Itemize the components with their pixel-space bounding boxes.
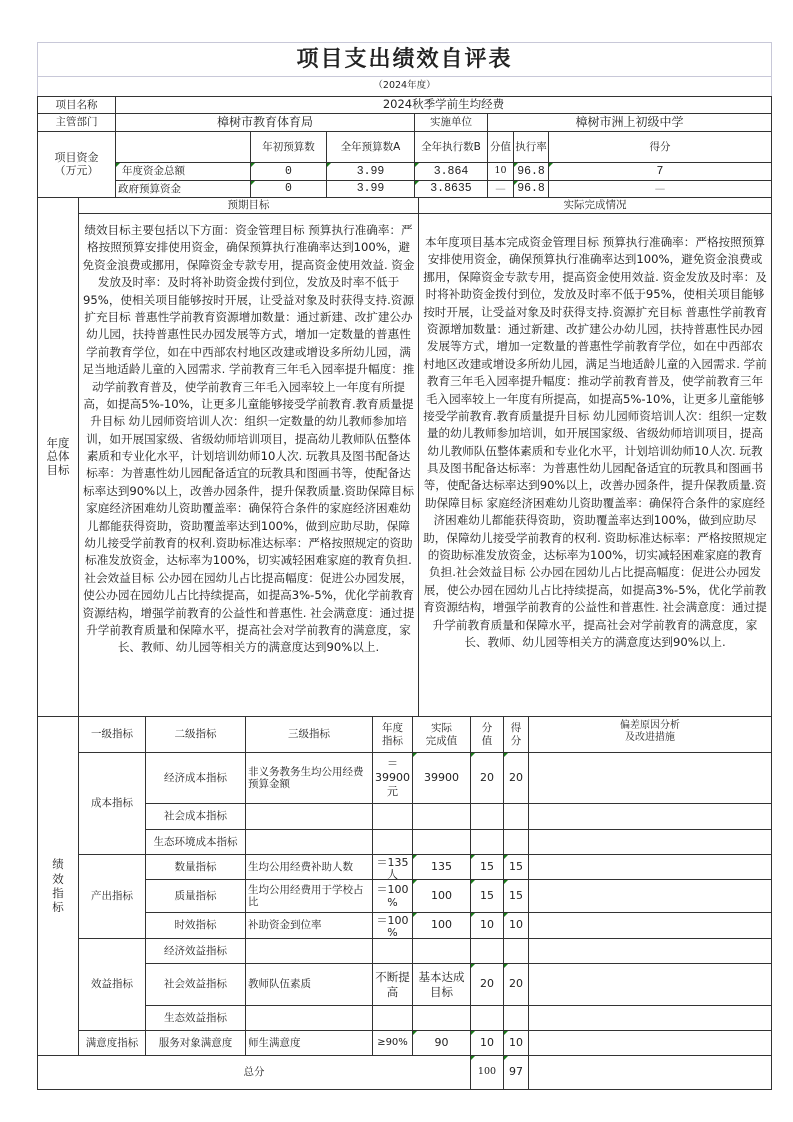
header-executed: 全年执行数B bbox=[414, 131, 488, 163]
comment-flag-icon bbox=[413, 913, 417, 917]
header-deviation: 偏差原因分析 及改进措施 bbox=[528, 716, 772, 753]
comment-flag-icon bbox=[413, 753, 417, 757]
year-label: （2024年度） bbox=[373, 80, 436, 92]
funding-header-blank bbox=[115, 131, 251, 163]
funding-initial: 0 bbox=[250, 180, 327, 198]
comment-flag-icon bbox=[471, 880, 475, 884]
funding-score: 7 bbox=[548, 162, 772, 181]
level1-satisfaction: 满意度指标 bbox=[78, 1030, 146, 1056]
comment-flag-icon bbox=[504, 964, 508, 968]
level3-cell: 非义务教务生均公用经费预算金额 bbox=[245, 752, 373, 804]
comment-flag-icon bbox=[413, 880, 417, 884]
actual-goal-text: 本年度项目基本完成资金管理目标 预算执行准确率：严格按照预算安排使用资金，确保预算执行准确率达到100%，避免资金浪费或挪用，保障资金专款专用，提高资金使用效益. 资金发放及时率：及时将补助资金拨付到位，发放及时率不低于95%，使相关项目能够按时开展，让受益对象及时获得支持.资源扩充目标 普惠性学前教育资源增加数量：通过新建、改扩建公办幼儿园，扶持普惠性民办园发展等方式，增加一定数量的普惠性学前教育学位，如在中西部农村地区改建或增设多所幼儿园，满足当地适龄儿童的入园需求. 学前教育三年毛入园率提升幅度：推动学前教育普及，使学前教育三年毛入园率较上一年度有所提高，如提高5%-10%，让更多儿童能够接受学前教育.教育质量提升目标 幼儿园师资培训人次：组织一定数量的幼儿教师参加培训，如开展国家级、省级幼师培训项目，提高幼儿教师队伍整体素质和专业化水平，计划培训幼师10人次. 玩教具及图书配备达标率：为普惠性幼儿园配备适宜的玩教具和图画书等，使配备达标率达到90%以上，改善办园条件，提升保教质量.资助保障目标 家庭经济困难幼儿资助覆盖率：确保符合条件的家庭经济困难幼儿都能获得资助，资助覆盖率达到100%，做到应助尽助，保障幼儿接受学前教育的权利. 资助标准达标率：严格按照规定的资助标准发放资金，达标率为100%，切实减轻困难家庭的教育负担.社会效益目标 公办园在园幼儿占比提高幅度：促进公办园发展，使公办园在园幼儿占比持续提高，如提高3%-5%，优化学前教育资源结构，增强学前教育的公益性和普惠性. 社会满意度：通过提升学前教育质量和保障水平，提高社会对学前教育的满意度，家长、教师、幼儿园等相关方的满意度达到90%以上. bbox=[418, 213, 772, 717]
comment-flag-icon bbox=[514, 181, 518, 185]
page-title: 项目支出绩效自评表 bbox=[296, 45, 513, 72]
unit-value: 樟树市洲上初级中学 bbox=[487, 113, 772, 132]
level2-cell: 质量指标 bbox=[145, 879, 246, 913]
comment-flag-icon bbox=[471, 964, 475, 968]
actual-cell: 90 bbox=[412, 1030, 471, 1056]
weight-cell: 20 bbox=[470, 752, 504, 804]
level3-cell bbox=[245, 829, 373, 855]
funding-executed: 3.864 bbox=[414, 162, 488, 181]
level3-cell: 生均公用经费用于学校占比 bbox=[245, 879, 373, 913]
year-row bbox=[37, 76, 772, 96]
funding-row-label: 年度资金总额 bbox=[115, 162, 251, 181]
comment-flag-icon bbox=[327, 163, 331, 167]
deviation-cell bbox=[528, 938, 772, 964]
level2-cell: 社会效益指标 bbox=[145, 963, 246, 1006]
level3-cell bbox=[245, 803, 373, 830]
weight-cell: 10 bbox=[470, 1030, 504, 1056]
deviation-cell bbox=[528, 854, 772, 880]
score-cell bbox=[503, 829, 529, 855]
weight-cell bbox=[470, 938, 504, 964]
dept-value: 樟树市教育体育局 bbox=[115, 113, 415, 132]
actual-cell: 100 bbox=[412, 879, 471, 913]
comment-flag-icon bbox=[471, 1031, 475, 1035]
level3-cell: 补助资金到位率 bbox=[245, 912, 373, 939]
comment-flag-icon bbox=[415, 181, 419, 185]
header-weight: 分 值 bbox=[470, 716, 504, 753]
comment-flag-icon bbox=[504, 1031, 508, 1035]
funding-initial: 0 bbox=[250, 162, 327, 181]
comment-flag-icon bbox=[251, 181, 255, 185]
target-cell: ＝100 % bbox=[372, 912, 413, 939]
score-cell bbox=[503, 1005, 529, 1031]
target-cell bbox=[372, 803, 413, 830]
indicators-section-label: 绩 效 指 标 bbox=[37, 716, 79, 1056]
header-score: 得分 bbox=[548, 131, 772, 163]
comment-flag-icon bbox=[504, 1056, 508, 1060]
actual-goal-header: 实际完成情况 bbox=[418, 197, 772, 214]
score-cell: 10 bbox=[503, 912, 529, 939]
header-initial-budget: 年初预算数 bbox=[250, 131, 327, 163]
actual-cell bbox=[412, 938, 471, 964]
level2-cell: 时效指标 bbox=[145, 912, 246, 939]
comment-flag-icon bbox=[116, 163, 120, 167]
total-weight: 100 bbox=[470, 1055, 504, 1090]
deviation-cell bbox=[528, 1005, 772, 1031]
actual-cell: 135 bbox=[412, 854, 471, 880]
header-target: 年度 指标 bbox=[372, 716, 413, 753]
funding-annual: 3.99 bbox=[326, 162, 415, 181]
project-name-label: 项目名称 bbox=[37, 96, 116, 114]
expected-goal-header: 预期目标 bbox=[78, 197, 419, 214]
goals-section-label: 年度 总体 目标 bbox=[37, 197, 79, 717]
title-row bbox=[37, 42, 772, 76]
level3-cell: 生均公用经费补助人数 bbox=[245, 854, 373, 880]
header-annual-budget: 全年预算数A bbox=[326, 131, 415, 163]
score-cell: 20 bbox=[503, 963, 529, 1006]
total-label: 总分 bbox=[37, 1055, 471, 1090]
target-cell: ＝100 % bbox=[372, 879, 413, 913]
total-note bbox=[528, 1055, 772, 1090]
actual-cell: 基本达成 目标 bbox=[412, 963, 471, 1006]
comment-flag-icon bbox=[504, 880, 508, 884]
header-level1: 一级指标 bbox=[78, 716, 146, 753]
deviation-cell bbox=[528, 879, 772, 913]
header-actual: 实际 完成值 bbox=[412, 716, 471, 753]
weight-cell: 20 bbox=[470, 963, 504, 1006]
comment-flag-icon bbox=[549, 163, 553, 167]
score-cell: 15 bbox=[503, 854, 529, 880]
comment-flag-icon bbox=[251, 163, 255, 167]
weight-cell: 15 bbox=[470, 879, 504, 913]
funding-row-label: 政府预算资金 bbox=[115, 180, 251, 198]
actual-cell bbox=[412, 829, 471, 855]
header-score: 得 分 bbox=[503, 716, 529, 753]
comment-flag-icon bbox=[471, 1056, 475, 1060]
header-level2: 二级指标 bbox=[145, 716, 246, 753]
deviation-cell bbox=[528, 829, 772, 855]
comment-flag-icon bbox=[415, 163, 419, 167]
funding-rate: 96.8 bbox=[513, 180, 549, 198]
comment-flag-icon bbox=[413, 855, 417, 859]
target-cell: ＝135 人 bbox=[372, 854, 413, 880]
funding-score-value: — bbox=[487, 180, 514, 198]
funding-score-value: 10 bbox=[487, 162, 514, 181]
level2-cell: 社会成本指标 bbox=[145, 803, 246, 830]
score-cell bbox=[503, 938, 529, 964]
comment-flag-icon bbox=[504, 855, 508, 859]
funding-label: 项目资金 （万元） bbox=[37, 131, 116, 198]
comment-flag-icon bbox=[514, 163, 518, 167]
header-score-value: 分值 bbox=[487, 131, 514, 163]
funding-rate: 96.8 bbox=[513, 162, 549, 181]
weight-cell bbox=[470, 1005, 504, 1031]
header-level3: 三级指标 bbox=[245, 716, 373, 753]
dept-label: 主管部门 bbox=[37, 113, 116, 132]
actual-cell: 100 bbox=[412, 912, 471, 939]
score-cell bbox=[503, 803, 529, 830]
header-exec-rate: 执行率 bbox=[513, 131, 549, 163]
comment-flag-icon bbox=[413, 1031, 417, 1035]
total-score: 97 bbox=[503, 1055, 529, 1090]
deviation-cell bbox=[528, 752, 772, 804]
level2-cell: 经济效益指标 bbox=[145, 938, 246, 964]
comment-flag-icon bbox=[471, 855, 475, 859]
comment-flag-icon bbox=[471, 753, 475, 757]
level2-cell: 生态环境成本指标 bbox=[145, 829, 246, 855]
funding-annual: 3.99 bbox=[326, 180, 415, 198]
project-name-value: 2024秋季学前生均经费 bbox=[115, 96, 772, 114]
funding-executed: 3.8635 bbox=[414, 180, 488, 198]
level2-cell: 数量指标 bbox=[145, 854, 246, 880]
level1-output: 产出指标 bbox=[78, 854, 146, 939]
target-cell: ≥90% bbox=[372, 1030, 413, 1056]
level3-cell: 师生满意度 bbox=[245, 1030, 373, 1056]
level3-cell: 教师队伍素质 bbox=[245, 963, 373, 1006]
score-cell: 20 bbox=[503, 752, 529, 804]
target-cell bbox=[372, 938, 413, 964]
comment-flag-icon bbox=[471, 913, 475, 917]
level3-cell bbox=[245, 1005, 373, 1031]
score-cell: 15 bbox=[503, 879, 529, 913]
actual-cell: 39900 bbox=[412, 752, 471, 804]
target-cell: ＝ 39900 元 bbox=[372, 752, 413, 804]
target-cell bbox=[372, 829, 413, 855]
comment-flag-icon bbox=[504, 913, 508, 917]
deviation-cell bbox=[528, 803, 772, 830]
weight-cell: 10 bbox=[470, 912, 504, 939]
level2-cell: 经济成本指标 bbox=[145, 752, 246, 804]
deviation-cell bbox=[528, 912, 772, 939]
target-cell: 不断提 高 bbox=[372, 963, 413, 1006]
level3-cell bbox=[245, 938, 373, 964]
level2-cell: 服务对象满意度 bbox=[145, 1030, 246, 1056]
weight-cell bbox=[470, 803, 504, 830]
deviation-cell bbox=[528, 963, 772, 1006]
funding-score: — bbox=[548, 180, 772, 198]
unit-label: 实施单位 bbox=[414, 113, 488, 132]
level2-cell: 生态效益指标 bbox=[145, 1005, 246, 1031]
comment-flag-icon bbox=[504, 753, 508, 757]
deviation-cell bbox=[528, 1030, 772, 1056]
expected-goal-text: 绩效目标主要包括以下方面：资金管理目标 预算执行准确率：严格按照预算安排使用资金，确保预算执行准确率达到100%，避免资金浪费或挪用，保障资金专款专用，提高资金使用效益. 资金发放及时率：及时将补助资金拨付到位，发放及时率不低于95%，使相关项目能够按时开展，让受益对象及时获得支持.资源扩充目标 普惠性学前教育资源增加数量：通过新建、改扩建公办幼儿园，扶持普惠性民办园发展等方式，增加一定数量的普惠性学前教育学位，如在中西部农村地区改建或增设多所幼儿园，满足当地适龄儿童的入园需求. 学前教育三年毛入园率提升幅度：推动学前教育普及，使学前教育三年毛入园率较上一年度有所提高，如提高5%-10%，让更多儿童能够接受学前教育.教育质量提升目标 幼儿园师资培训人次：组织一定数量的幼儿教师参加培训，如开展国家级、省级幼师培训项目，提高幼儿教师队伍整体素质和专业化水平，计划培训幼师10人次. 玩教具及图书配备达标率：为普惠性幼儿园配备适宜的玩教具和图画书等，使配备达标率达到90%以上，改善办园条件，提升保教质量.资助保障目标 家庭经济困难幼儿资助覆盖率：确保符合条件的家庭经济困难幼儿都能获得资助，资助覆盖率达到100%，做到应助尽助，保障幼儿接受学前教育的权利.资助标准达标率：严格按照规定的资助标准发放资金，达标率为100%，切实减轻困难家庭的教育负担.社会效益目标 公办园在园幼儿占比提高幅度：促进公办园发展，使公办园在园幼儿占比持续提高，如提高3%-5%，优化学前教育资源结构，增强学前教育的公益性和普惠性. 社会满意度：通过提升学前教育质量和保障水平，提高社会对学前教育的满意度，家长、教师、幼儿园等相关方的满意度达到90%以上. bbox=[78, 213, 419, 717]
weight-cell bbox=[470, 829, 504, 855]
level1-benefit: 效益指标 bbox=[78, 938, 146, 1031]
score-cell: 10 bbox=[503, 1030, 529, 1056]
weight-cell: 15 bbox=[470, 854, 504, 880]
actual-cell bbox=[412, 1005, 471, 1031]
level1-cost: 成本指标 bbox=[78, 752, 146, 855]
target-cell bbox=[372, 1005, 413, 1031]
actual-cell bbox=[412, 803, 471, 830]
